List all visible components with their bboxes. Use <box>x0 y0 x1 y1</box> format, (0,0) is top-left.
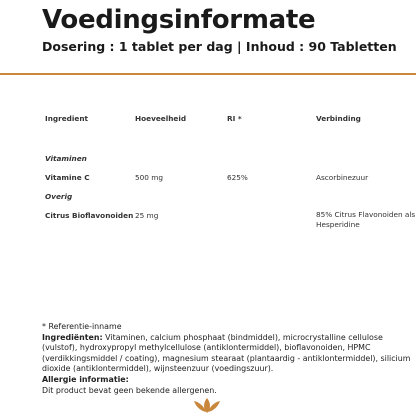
leaf-logo-icon <box>192 394 222 414</box>
column-header-ri: RI * <box>227 114 242 123</box>
ri-footnote: * Referentie-inname <box>42 322 122 331</box>
page-title: Voedingsinformate <box>42 5 316 35</box>
ingredient-compound: Ascorbinezuur <box>316 173 369 182</box>
allergy-text: Dit product bevat geen bekende allergenen. <box>42 385 217 395</box>
notes-block <box>42 322 412 396</box>
ingredient-compound-line-2: Hesperidine <box>316 220 360 229</box>
ingredient-amount: 25 mg <box>135 211 159 220</box>
column-header-ingredient: Ingredient <box>45 114 89 123</box>
ingredient-name: Vitamine C <box>45 173 90 182</box>
ingredient-name: Citrus Bioflavonoiden <box>45 211 134 220</box>
ingredients-label: Ingrediënten: <box>42 332 103 342</box>
ingredient-ri: 625% <box>227 173 248 182</box>
accent-divider <box>0 73 416 75</box>
section-title-vitaminen: Vitaminen <box>45 154 87 163</box>
section-title-overig: Overig <box>45 192 73 201</box>
column-header-amount: Hoeveelheid <box>135 114 187 123</box>
dosage-subtitle: Dosering : 1 tablet per dag | Inhoud : 90 Tabletten <box>42 39 397 54</box>
ingredients-text: Vitaminen, calcium phosphaat (bindmiddel), microcrystalline cellulose (vulstof), hydroxypropyl methylcellulose (antiklontermiddel), bioflavonoiden, HPMC (verdikkingsmiddel / coating), magnesium stearaat (plantaardig - antiklontermiddel), silicium dioxide (antiklontermiddel), wijnsteenzuur (voedingszuur). <box>42 332 411 374</box>
ingredients-paragraph <box>42 333 412 375</box>
column-header-compound: Verbinding <box>316 114 361 123</box>
header <box>42 4 412 55</box>
ingredient-amount: 500 mg <box>135 173 163 182</box>
ingredient-compound-line-1: 85% Citrus Flavonoiden als <box>316 210 416 219</box>
allergy-label: Allergie informatie: <box>42 374 129 384</box>
